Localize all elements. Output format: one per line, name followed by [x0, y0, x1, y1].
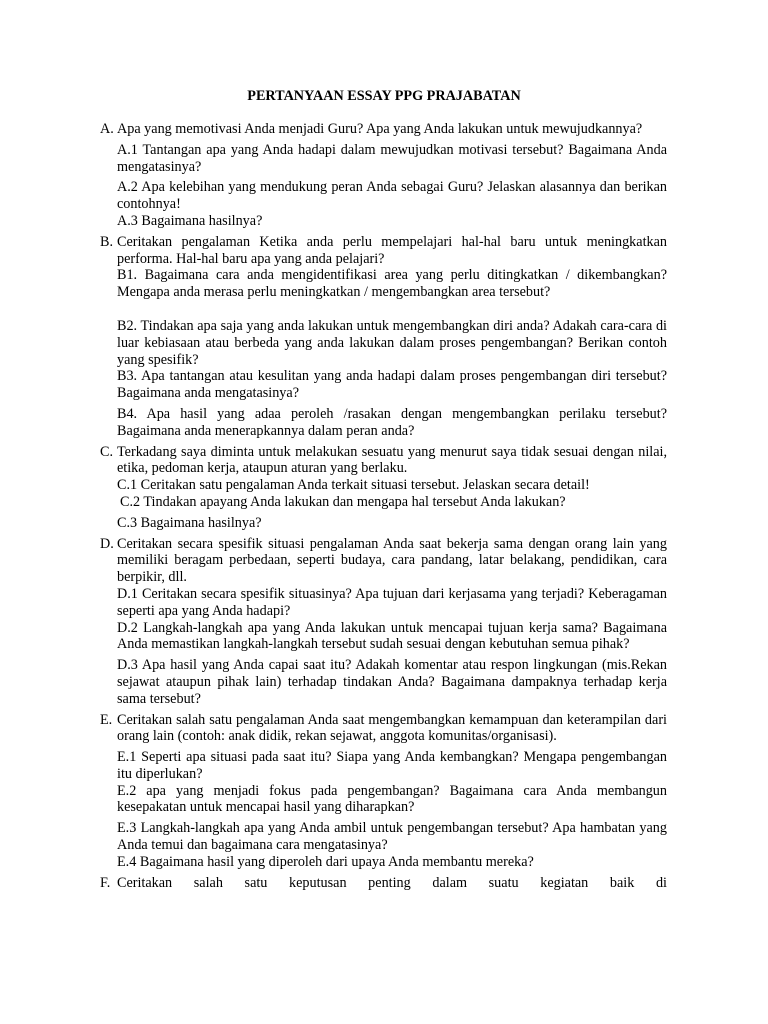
question-text: Ceritakan salah satu pengalaman Anda saat mengembangkan kemampuan dan keterampilan dari orang lain (contoh: anak didik, rekan sejawat, anggota komunitas/organisasi).	[117, 711, 667, 745]
sub-question: B2. Tindakan apa saja yang anda lakukan untuk mengembangkan diri anda? Adakah cara-cara di luar kebiasaan atau berbeda yang anda lakukan dalam proses pengembangan? Berikan contoh yang spesifik?	[117, 317, 667, 368]
sub-question: D.1 Ceritakan secara spesifik situasinya? Apa tujuan dari kerjasama yang terjadi? Keberagaman seperti apa yang Anda hadapi?	[117, 585, 667, 619]
sub-question: E.4 Bagaimana hasil yang diperoleh dari upaya Anda membantu mereka?	[117, 853, 534, 870]
question-text: Ceritakan salah satu keputusan penting dalam suatu kegiatan baik di	[117, 874, 667, 891]
section-marker: A.	[100, 121, 114, 137]
question-section-d	[100, 536, 667, 708]
page-title: PERTANYAAN ESSAY PPG PRAJABATAN	[247, 88, 521, 104]
question-section-c	[100, 444, 667, 532]
question-section-a	[100, 121, 667, 230]
sub-question: B3. Apa tantangan atau kesulitan yang anda hadapi dalam proses pengembangan diri tersebut? Bagaimana anda mengatasinya?	[117, 368, 667, 402]
question-text: Ceritakan secara spesifik situasi pengalaman Anda saat bekerja sama dengan orang lain yang memiliki beragam perbedaan, seperti budaya, cara pandang, latar belakang, pendidikan, cara berpikir, dll.	[117, 535, 667, 586]
sub-question: C.3 Bagaimana hasilnya?	[117, 514, 262, 531]
sub-question: E.3 Langkah-langkah apa yang Anda ambil untuk pengembangan tersebut? Apa hambatan yang Anda temui dan bagaimana cara mengatasinya?	[117, 820, 667, 854]
sub-question: A.1 Tantangan apa yang Anda hadapi dalam mewujudkan motivasi tersebut? Bagaimana Anda mengatasinya?	[117, 141, 667, 175]
question-section-f	[100, 875, 667, 892]
section-marker: F.	[100, 874, 111, 891]
question-text: Apa yang memotivasi Anda menjadi Guru? Apa yang Anda lakukan untuk mewujudkannya?	[117, 121, 643, 137]
section-marker: E.	[100, 711, 113, 728]
sub-question: E.2 apa yang menjadi fokus pada pengembangan? Bagaimana cara Anda membangun kesepakatan untuk mencapai hasil yang diharapkan?	[117, 782, 667, 816]
question-text: Terkadang saya diminta untuk melakukan sesuatu yang menurut saya tidak sesuai dengan nilai, etika, pedoman kerja, ataupun aturan yang berlaku.	[117, 443, 667, 477]
sub-question: B4. Apa hasil yang adaa peroleh /rasakan dengan mengembangkan perilaku tersebut? Bagaimana anda menerapkannya dalam peran anda?	[117, 405, 667, 439]
sub-question: C.1 Ceritakan satu pengalaman Anda terkait situasi tersebut. Jelaskan secara detail!	[117, 477, 590, 494]
sub-question: B1. Bagaimana cara anda mengidentifikasi area yang perlu ditingkatkan / dikembangkan? Mengapa anda merasa perlu meningkatkan / mengembangkan area tersebut?	[117, 267, 667, 301]
question-text: Ceritakan pengalaman Ketika anda perlu mempelajari hal-hal baru untuk meningkatkan performa. Hal-hal baru apa yang anda pelajari?	[117, 233, 667, 267]
sub-question: D.2 Langkah-langkah apa yang Anda lakukan untuk mencapai tujuan kerja sama? Bagaimana Anda memastikan langkah-langkah tersebut sudah sesuai dengan kebutuhan semua pihak?	[117, 619, 667, 653]
sub-question: C.2 Tindakan apayang Anda lakukan dan mengapa hal tersebut Anda lakukan?	[120, 493, 566, 510]
question-list	[100, 121, 667, 891]
section-marker: D.	[100, 535, 114, 552]
section-marker: B.	[100, 233, 114, 250]
sub-question: A.2 Apa kelebihan yang mendukung peran Anda sebagai Guru? Jelaskan alasannya dan berikan contohnya!	[117, 179, 667, 213]
sub-question: D.3 Apa hasil yang Anda capai saat itu? Adakah komentar atau respon lingkungan (mis.Rekan sejawat ataupun pihak lain) terhadap tindakan Anda? Bagaimana dampaknya terhadap kerja sama tersebut?	[117, 657, 667, 707]
question-section-b	[100, 234, 667, 440]
section-marker: C.	[100, 443, 114, 460]
question-section-e	[100, 712, 667, 871]
sub-question: E.1 Seperti apa situasi pada saat itu? Siapa yang Anda kembangkan? Mengapa pengembangan itu diperlukan?	[117, 749, 667, 782]
sub-question: A.3 Bagaimana hasilnya?	[117, 212, 263, 229]
